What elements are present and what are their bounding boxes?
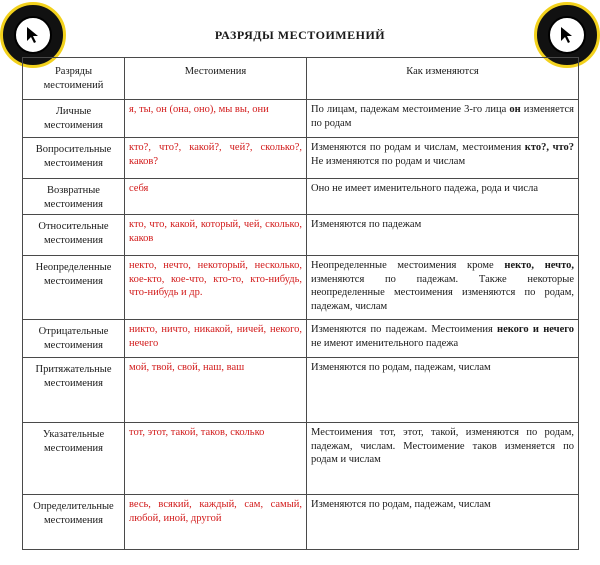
pronoun-type-cell: Притяжательные местоимения <box>23 358 125 423</box>
table-row <box>23 423 579 495</box>
change-text-end: не имеют именительного падежа <box>311 337 459 349</box>
pronoun-type-cell: Отрицательные местоимения <box>23 320 125 358</box>
header-type: Разряды местоимений <box>23 58 125 100</box>
change-description-cell <box>307 320 579 358</box>
change-text: По лицам, падежам местоимение 3-го лица <box>311 104 510 115</box>
pronoun-table <box>22 57 579 550</box>
change-description-cell <box>307 138 579 179</box>
header-change: Как изменяются <box>307 58 579 100</box>
pronoun-type-cell: Вопросительные местоимения <box>23 138 125 179</box>
change-bold-text: он <box>509 104 521 115</box>
pronoun-type-cell: Определительные местоимения <box>23 495 125 550</box>
pronoun-examples-cell: кто, что, какой, который, чей, сколько, каков <box>125 215 307 256</box>
change-description-cell <box>307 256 579 320</box>
table-row <box>23 215 579 256</box>
pronoun-examples-cell: никто, ничто, никакой, ничей, некого, нечего <box>125 320 307 358</box>
change-bold-text: некто, нечто, <box>504 260 575 271</box>
change-text: Изменяются по родам и числам, местоимения <box>311 142 525 153</box>
change-bold-text: кто?, что? <box>524 142 575 153</box>
change-description-cell <box>307 215 579 256</box>
pronoun-type-cell: Неопределенные местоимения <box>23 256 125 320</box>
change-description-cell <box>307 495 579 550</box>
table-row <box>23 256 579 320</box>
pronoun-examples-cell: некто, нечто, некоторый, несколько, кое-кто, кое-что, кто-то, кто-нибудь, что-нибудь и др. <box>125 256 307 320</box>
header-pronouns: Местоимения <box>125 58 307 100</box>
pronoun-type-cell: Относительные местоимения <box>23 215 125 256</box>
change-text: Изменяются по родам, падежам, числам <box>311 362 491 373</box>
pronoun-examples-cell: я, ты, он (она, оно), мы вы, они <box>125 100 307 138</box>
pronoun-examples-cell: себя <box>125 179 307 215</box>
change-text: Изменяются по родам, падежам, числам <box>311 499 491 510</box>
change-text: Изменяются по падежам <box>311 219 422 230</box>
change-text-end: изменяется по родам <box>311 104 574 129</box>
pronoun-type-cell: Личные местоимения <box>23 100 125 138</box>
change-text: Изменяются по падежам. Местоимения <box>311 324 498 335</box>
pronoun-examples-cell: кто?, что?, какой?, чей?, сколько?, каков? <box>125 138 307 179</box>
change-text: Оно не имеет именительного падежа, рода и числа <box>311 183 538 194</box>
change-description-cell <box>307 423 579 495</box>
change-description-cell <box>307 358 579 423</box>
change-bold-text: некого и нечего <box>497 324 575 335</box>
change-text: Неопределенные местоимения кроме <box>311 260 505 271</box>
table-row <box>23 495 579 550</box>
change-text-end: изменяются по падежам. Также некоторые неопределенные местоимения изменяются по родам, падежам, числам <box>311 273 574 312</box>
pronoun-examples-cell: мой, твой, свой, наш, ваш <box>125 358 307 423</box>
table-row <box>23 320 579 358</box>
change-description-cell <box>307 100 579 138</box>
pronoun-examples-cell: весь, всякий, каждый, сам, самый, любой, иной, другой <box>125 495 307 550</box>
table-row <box>23 100 579 138</box>
table-row <box>23 138 579 179</box>
table-row <box>23 358 579 423</box>
pronoun-type-cell: Указательные местоимения <box>23 423 125 495</box>
change-text: Местоимения тот, этот, такой, изменяются по родам, падежам, числам. Местоимение таков изменяется по родам и числам <box>311 427 574 465</box>
page-title: РАЗРЯДЫ МЕСТОИМЕНИЙ <box>214 28 386 42</box>
pronoun-examples-cell: тот, этот, такой, таков, сколько <box>125 423 307 495</box>
pronoun-type-cell: Возвратные местоимения <box>23 179 125 215</box>
change-text-end: Не изменяются по родам и числам <box>311 155 466 167</box>
change-description-cell <box>307 179 579 215</box>
table-row <box>23 179 579 215</box>
